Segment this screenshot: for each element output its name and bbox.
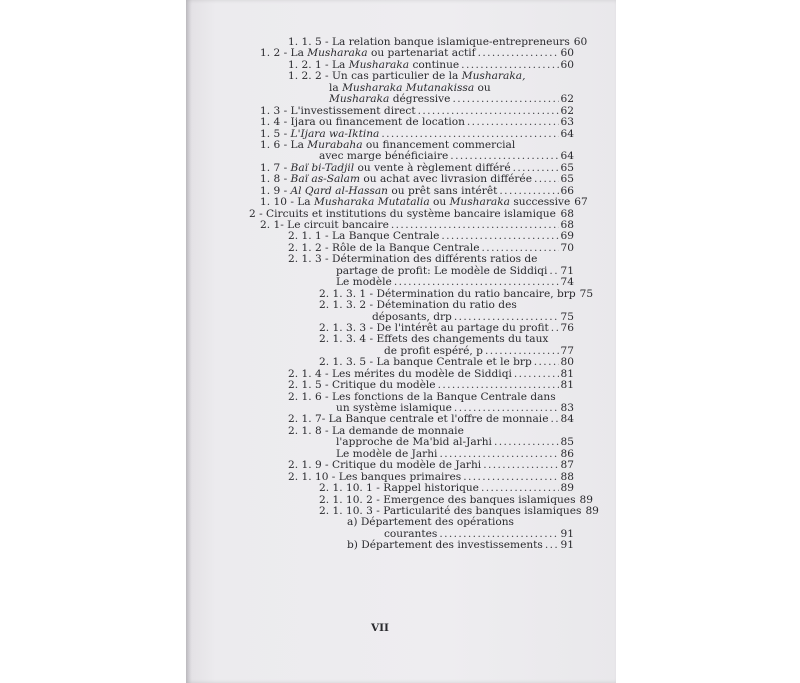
toc-entry-text-part: b) Département des investissements	[347, 539, 543, 552]
toc-entry-text-part: avec marge bénéficiaire	[319, 150, 449, 163]
toc-entry-text-part: continue	[409, 58, 460, 71]
toc-page-number: 62	[560, 104, 574, 117]
toc-dot-leader	[558, 209, 559, 220]
toc-entry-text-part: 1. 7 -	[260, 161, 291, 174]
toc-entry	[249, 266, 574, 277]
toc-entry-text-part: de profit espéré, p	[384, 344, 483, 357]
toc-entry-text-part: 1. 2 - La	[260, 47, 308, 60]
toc-entry-text-part: Le modèle de Jarhi	[336, 447, 438, 460]
toc-entry-text-part: Musharaka Mutanakissa	[342, 81, 475, 94]
toc-page-number: 85	[560, 436, 574, 449]
toc-page-number: 68	[560, 207, 574, 220]
toc-dot-leader	[452, 94, 558, 105]
toc-entry-text-part: L'Ijara wa-Iktina	[290, 127, 380, 140]
toc-entry-text-part: Musharaka	[329, 93, 390, 106]
toc-entry-text-part: 2 - Circuits et institutions du système bancaire islamique	[249, 207, 556, 220]
toc-dot-leader	[478, 48, 559, 59]
toc-entry-title	[347, 540, 543, 551]
table-of-contents	[249, 36, 599, 552]
toc-entry-text-part: Musharaka	[348, 58, 410, 71]
toc-entry	[249, 540, 574, 551]
toc-page-number: 87	[560, 459, 574, 472]
toc-entry-text-part: la	[329, 81, 343, 94]
toc-entry-text-part: 2. 1. 3. 2 - Détemination du ratio des	[319, 299, 517, 312]
toc-page-number: 63	[560, 116, 574, 129]
toc-page-number: 81	[560, 379, 574, 392]
toc-page-number: 74	[560, 276, 574, 289]
toc-entry-text-part: Musharaka	[449, 196, 510, 209]
toc-dot-leader	[514, 369, 559, 380]
toc-page-number: 84	[560, 413, 574, 426]
toc-page-number: 88	[560, 470, 574, 483]
toc-entry-text-part: a) Département des opérations	[347, 516, 514, 529]
toc-entry-text-part: 2. 1. 1 - La Banque Centrale	[288, 230, 440, 243]
toc-entry-text-part: ou prêt sans intérêt	[388, 184, 498, 197]
toc-entry-text-part: ou financement commercial	[362, 138, 516, 151]
toc-dot-leader	[483, 460, 558, 471]
toc-page-number: 67	[574, 196, 588, 209]
toc-entry-text-part: déposants, drp	[372, 310, 452, 323]
toc-entry-text-part: 2. 1. 10. 3 - Particularité des banques islamiques	[319, 504, 582, 517]
toc-page-number: 60	[573, 36, 588, 48]
toc-page-number: 75	[579, 287, 594, 300]
toc-entry-text-part: ou vente à règlement différé	[354, 161, 511, 174]
toc-page-number: 89	[560, 482, 574, 495]
page-number: VII	[371, 622, 389, 634]
toc-entry-text-part: 1. 9 -	[260, 184, 291, 197]
toc-page-number: 70	[560, 241, 574, 254]
toc-entry-text-part: 2. 1- Le circuit bancaire	[260, 219, 389, 231]
toc-page-number: 65	[560, 161, 574, 174]
toc-page-number: 65	[560, 173, 574, 186]
toc-entry-text-part: 1. 10 - La	[260, 196, 314, 209]
toc-entry-text-part: Baï bi-Tadjil	[290, 161, 355, 174]
toc-page-number: 76	[560, 321, 574, 334]
toc-page-number: 68	[560, 219, 574, 231]
toc-entry-text-part: 1. 6 - La	[260, 138, 308, 151]
toc-entry-text-part: Al Qard al-Hassan	[290, 184, 389, 197]
toc-entry-text-part: 2. 1. 10. 2 - Emergence des banques islamiques	[319, 493, 576, 506]
toc-page-number: 77	[560, 344, 574, 357]
toc-page-number: 66	[560, 184, 574, 197]
toc-entry-text-part: 1. 5 -	[260, 127, 291, 140]
toc-entry-text-part: un système islamique	[336, 402, 452, 414]
toc-entry-text-part: Musharaka	[307, 47, 368, 60]
toc-entry-text-part: ou	[429, 196, 450, 209]
toc-entry-text-part: 1. 2. 1 - La	[288, 58, 349, 71]
toc-page-number: 60	[560, 58, 574, 71]
toc-entry-text-part: courantes	[384, 527, 438, 540]
toc-entry-text-part: 2. 1. 10 - Les banques primaires	[288, 470, 462, 483]
toc-page-number: 89	[585, 504, 599, 517]
toc-entry-text-part: Le modèle	[336, 276, 392, 289]
toc-entry-text-part: dégressive	[389, 93, 451, 106]
toc-dot-leader	[494, 437, 559, 448]
toc-entry-text-part: ou achat avec livrasion différée	[360, 173, 532, 186]
toc-entry-text-part: Baï as-Salam	[290, 173, 361, 186]
toc-entry-text-part: 1. 1. 5 - La relation banque islamique-entrepreneurs	[288, 36, 570, 48]
toc-entry-text-part: 2. 1. 10. 1 - Rappel historique	[319, 482, 479, 495]
toc-entry-text-part: l'approche de Ma'bid al-Jarhi	[336, 436, 492, 449]
toc-entry-text-part: 2. 1. 2 - Rôle de la Banque Centrale	[288, 241, 480, 254]
toc-entry-text-part: 2. 1. 3. 5 - La banque Centrale et le brp	[319, 356, 532, 369]
toc-entry-text-part: Musharaka Mutatalia	[314, 196, 430, 209]
toc-entry-text-part: Murabaha	[307, 138, 363, 151]
toc-page-number: 75	[560, 310, 574, 323]
toc-page-number: 86	[560, 447, 574, 460]
toc-entry-text-part: ou	[474, 81, 491, 94]
toc-page-number: 80	[560, 356, 574, 369]
toc-entry-text-part: 1. 2. 2 - Un cas particulier de la	[288, 70, 462, 83]
toc-page-number: 81	[560, 367, 574, 380]
toc-dot-leader	[545, 540, 559, 551]
toc-entry-text-part: Musharaka,	[461, 70, 526, 83]
toc-page-number: 62	[560, 93, 574, 106]
toc-entry-text-part: 2. 1. 5 - Critique du modèle	[288, 379, 436, 392]
toc-dot-leader	[550, 414, 558, 425]
toc-page-number: 91	[560, 527, 574, 540]
toc-entry-text-part: 2. 1. 9 - Critique du modèle de Jarhi	[288, 459, 482, 472]
toc-entry-text-part: 2. 1. 3 - Détermination des différents ratios de	[288, 253, 538, 266]
toc-entry-text-part: 2. 1. 7- La Banque centrale et l'offre de monnaie	[288, 413, 549, 426]
toc-entry-text-part: 2. 1. 3. 1 - Détermination du ratio bancaire, brp	[319, 287, 576, 300]
toc-dot-leader	[534, 174, 559, 185]
toc-entry-text-part: successive	[509, 196, 571, 209]
toc-entry-text-part: 1. 8 -	[260, 173, 291, 186]
toc-page-number: 64	[560, 150, 574, 163]
toc-dot-leader	[549, 266, 558, 277]
toc-entry-text-part: 2. 1. 4 - Les mérites du modèle de Siddiqi	[288, 367, 512, 380]
toc-entry-text-part: partage de profit: Le modèle de Siddiqi	[336, 264, 548, 277]
toc-page-number: 91	[560, 539, 574, 552]
toc-page-number: 83	[560, 402, 574, 414]
toc-entry-text-part: 2. 1. 3. 3 - De l'intérêt au partage du profit	[319, 321, 549, 334]
toc-entry-text-part: ou partenariat actif	[367, 47, 476, 60]
toc-dot-leader	[534, 357, 559, 368]
toc-entry-text-part: 2. 1. 6 - Les fonctions de la Banque Centrale dans	[288, 390, 556, 403]
toc-page-number: 89	[579, 493, 593, 506]
toc-page-number: 60	[560, 47, 574, 60]
toc-entry-text-part: 2. 1. 3. 4 - Effets des changements du taux	[319, 333, 549, 346]
toc-page-number: 64	[560, 127, 574, 140]
toc-entry-text-part: 1. 4 - Ijara ou financement de location	[260, 116, 465, 129]
toc-dot-leader	[551, 323, 559, 334]
toc-entry-text-part: 1. 3 - L'investissement direct	[260, 104, 416, 117]
toc-dot-leader	[467, 117, 559, 128]
toc-page-number: 71	[560, 264, 574, 277]
toc-entry-text-part: 2. 1. 8 - La demande de monnaie	[288, 424, 464, 437]
toc-page-number: 69	[560, 230, 574, 243]
